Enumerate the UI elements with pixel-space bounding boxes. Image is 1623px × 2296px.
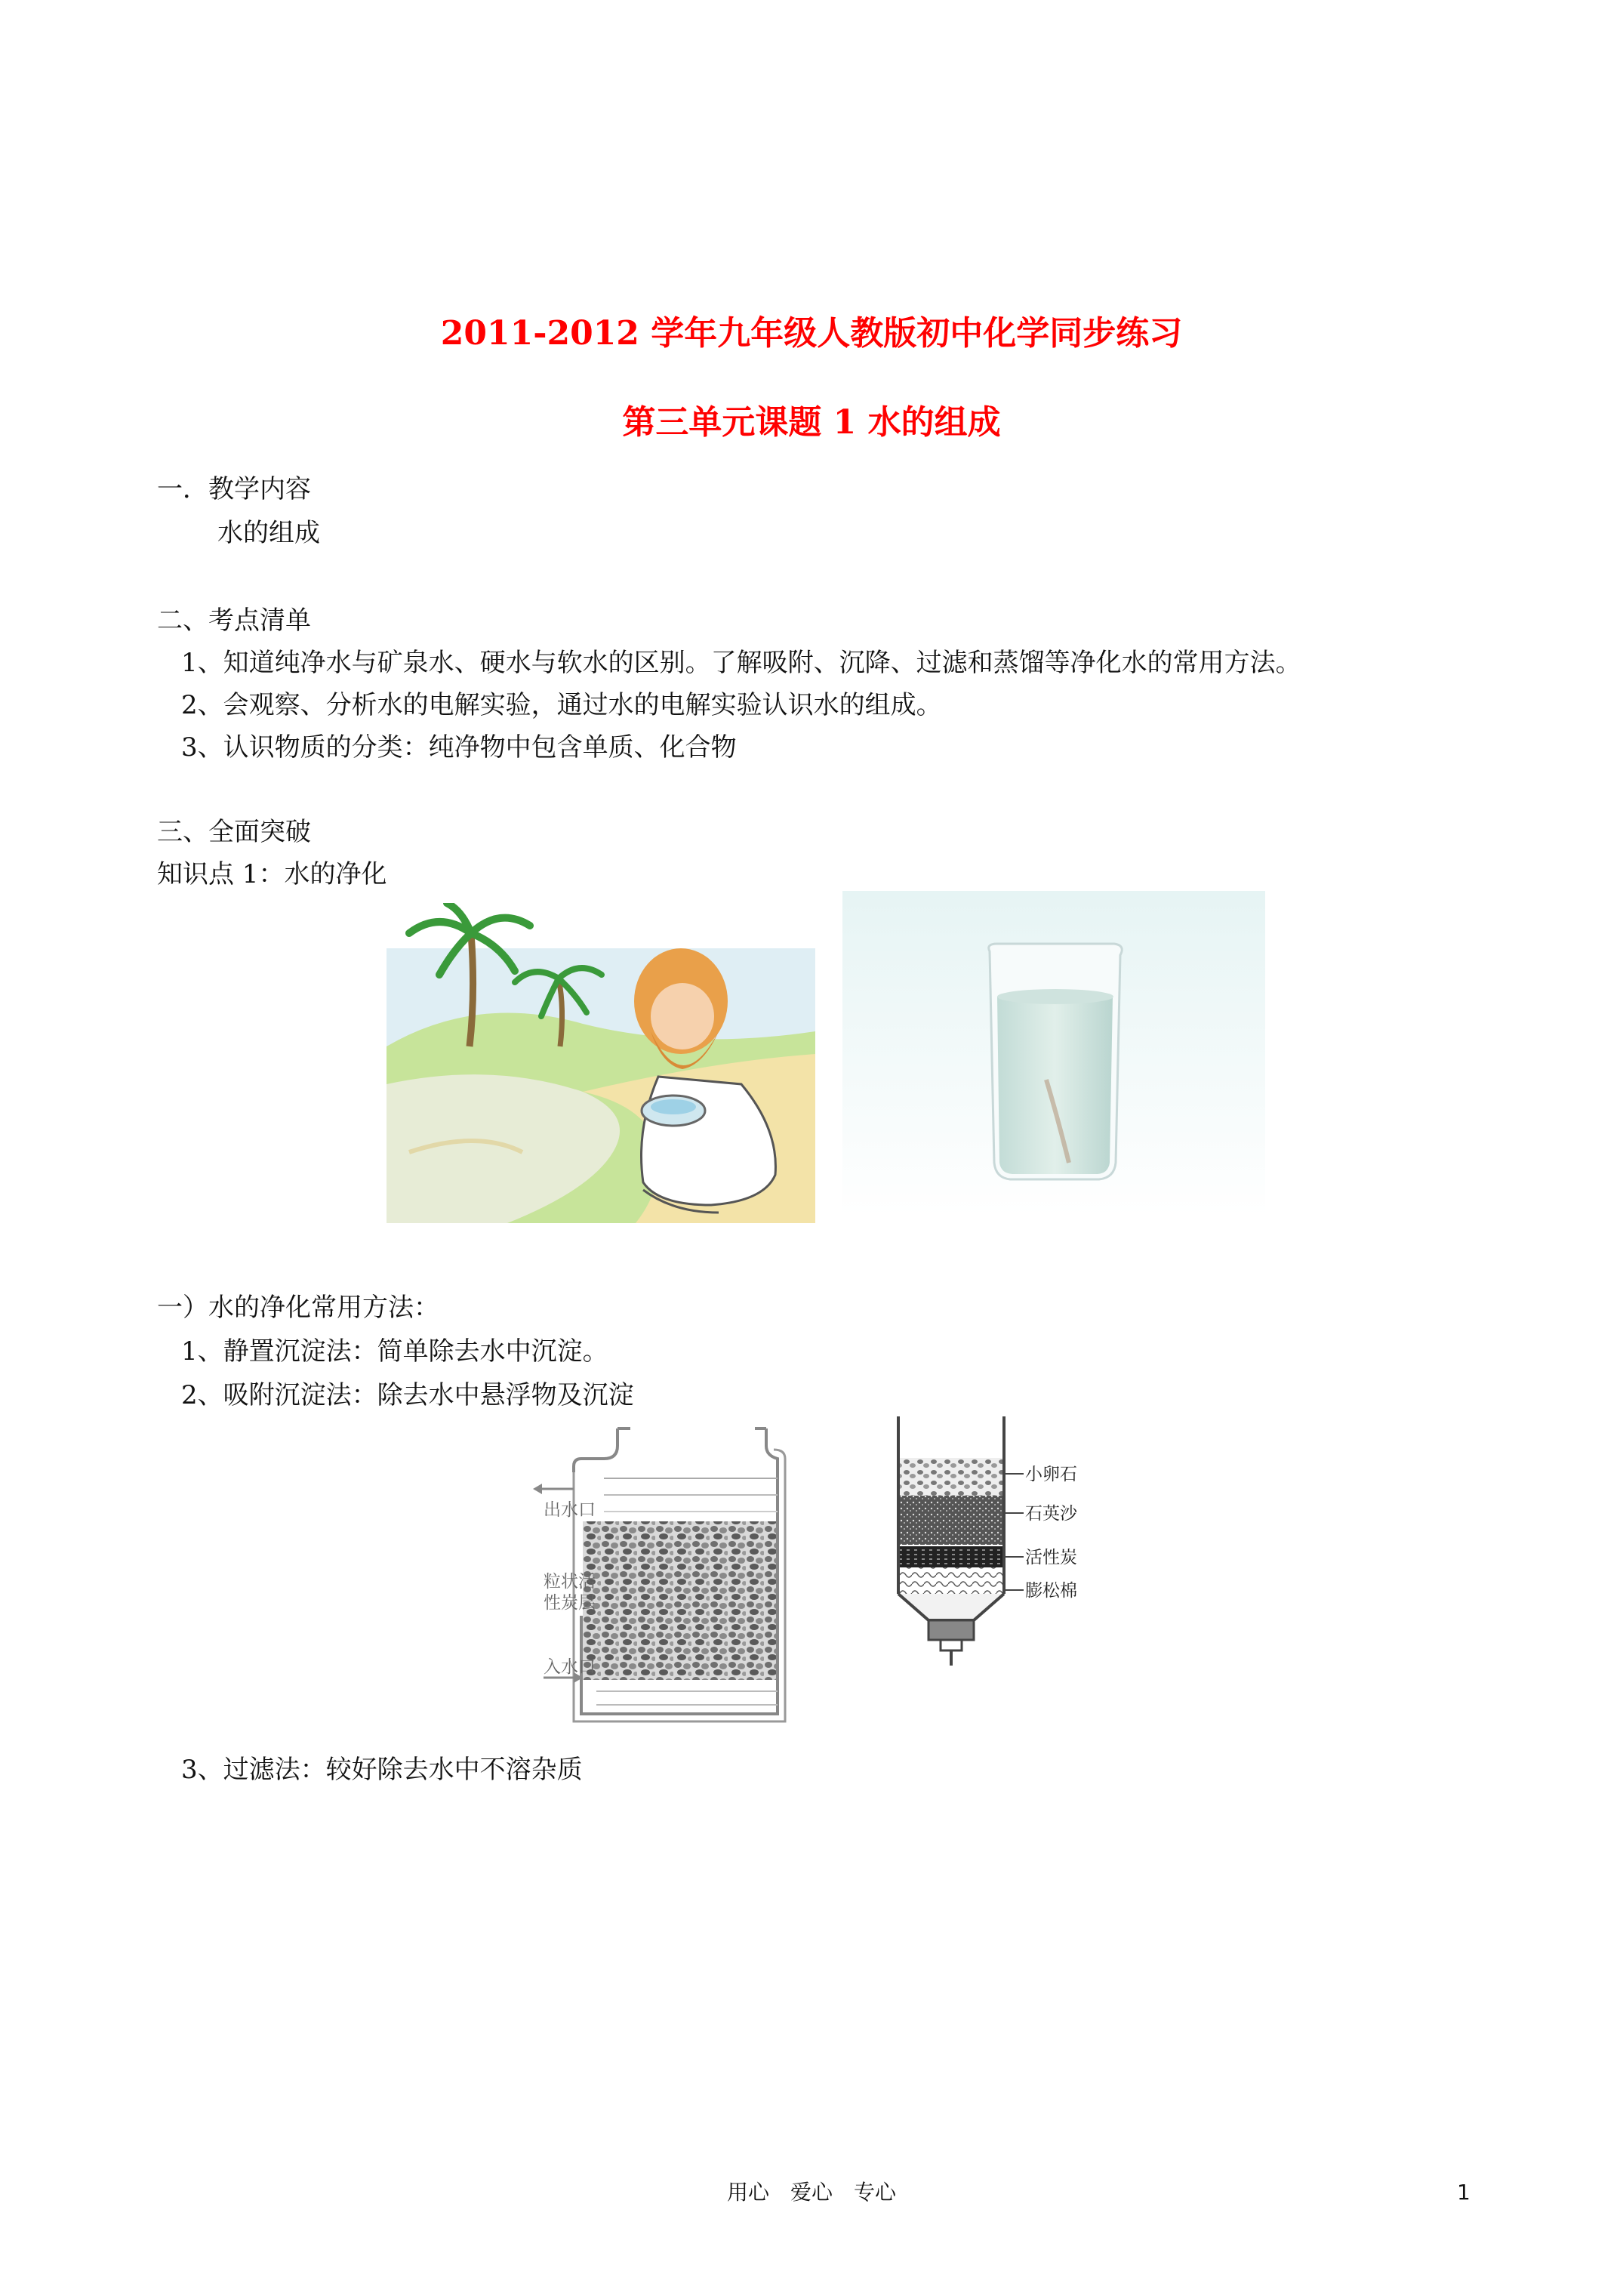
carbon-layer-label-a: 粒状活: [544, 1572, 596, 1592]
section-2-item-1: 1、知道纯净水与矿泉水、硬水与软水的区别。了解吸附、沉降、过滤和蒸馏等净化水的常用方法。: [181, 648, 1301, 678]
section-2-item-2: 2、会观察、分析水的电解实验，通过水的电解实验认识水的组成。: [181, 690, 942, 720]
carbon-tank-diagram: [528, 1419, 830, 1729]
layer-label-cotton: 膨松棉: [1025, 1581, 1077, 1601]
section-2-item-3: 3、认识物质的分类：纯净物中包含单质、化合物: [181, 732, 737, 763]
layer-label-pebble: 小卵石: [1025, 1465, 1077, 1484]
layer-label-quartz-sand: 石英沙: [1025, 1504, 1077, 1524]
carbon-layer-label-b: 性炭层: [544, 1593, 596, 1613]
knowledge-point-1: 知识点 1：水的净化: [157, 859, 387, 889]
inlet-label: 入水口: [544, 1657, 596, 1677]
filter-column-diagram: [876, 1416, 1102, 1673]
doc-title: 2011-2012 学年九年级人教版初中化学同步练习: [440, 314, 1183, 353]
outlet-label: 出水口: [544, 1500, 596, 1520]
method-3: 3、过滤法：较好除去水中不溶杂质: [181, 1755, 583, 1785]
doc-subtitle: 第三单元课题 1 水的组成: [622, 403, 1001, 442]
beaker-photo: [842, 891, 1265, 1216]
section-1-body: 水的组成: [217, 518, 320, 548]
section-2-heading: 二、考点清单: [157, 606, 311, 636]
method-1: 1、静置沉淀法：简单除去水中沉淀。: [181, 1336, 608, 1367]
section-1-heading: 一．教学内容: [157, 474, 311, 504]
section-3-heading: 三、全面突破: [157, 817, 311, 847]
methods-heading: 一）水的净化常用方法：: [157, 1293, 439, 1323]
layer-label-activated-carbon: 活性炭: [1025, 1548, 1077, 1567]
island-illustration: [387, 903, 815, 1223]
method-2: 2、吸附沉淀法：除去水中悬浮物及沉淀: [181, 1380, 634, 1410]
page-number: 1: [1457, 2180, 1471, 2205]
footer-motto: 用心 爱心 专心: [726, 2180, 896, 2205]
